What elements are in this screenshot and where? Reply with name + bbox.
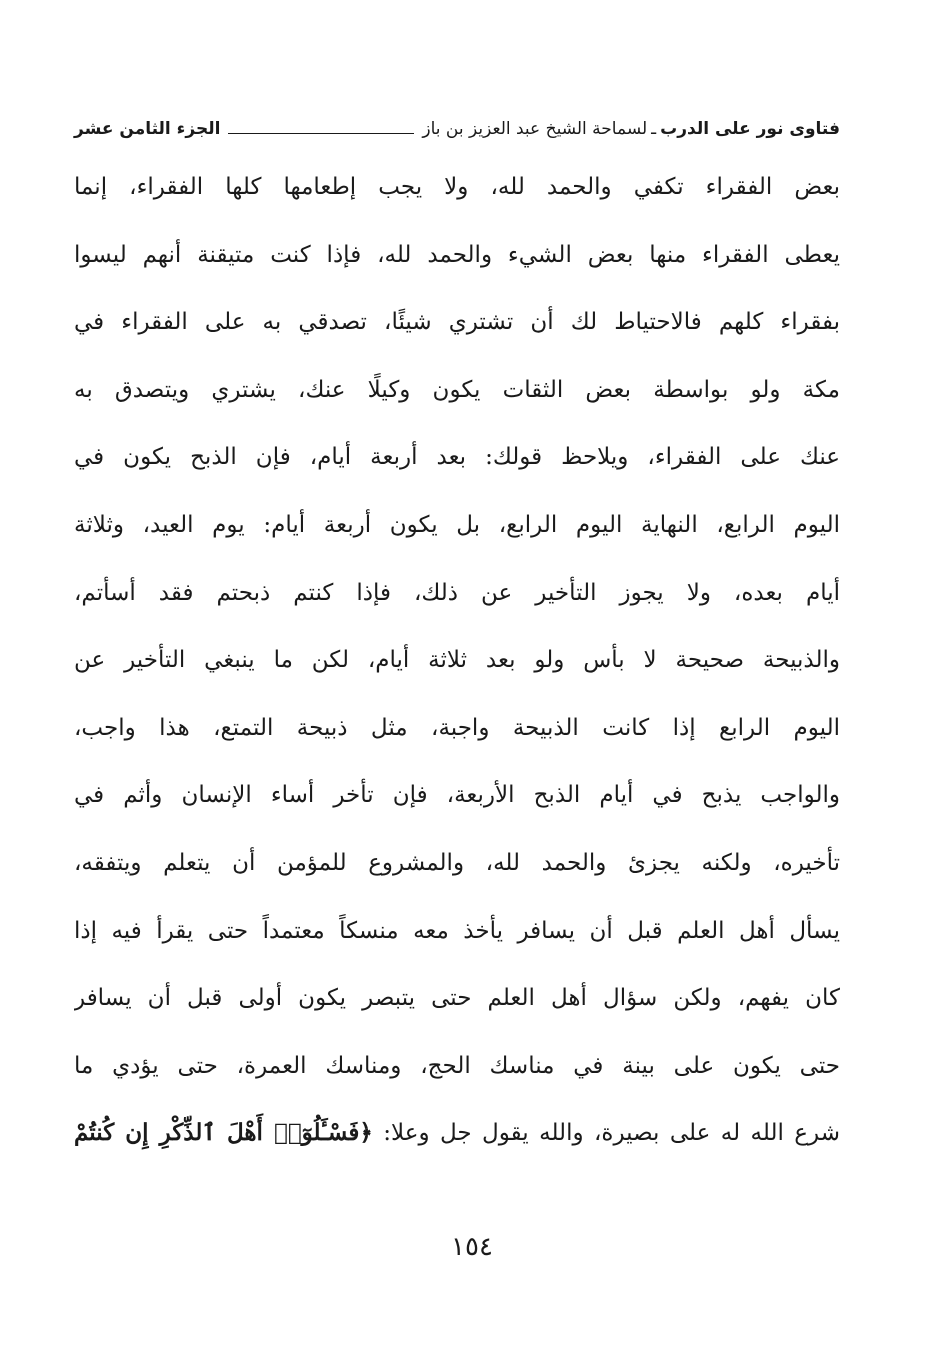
text-line: يسأل أهل العلم قبل أن يسافر يأخذ معه منسكاً معتمداً حتى يقرأ فيه إذا bbox=[74, 917, 840, 944]
text-line: يعطى الفقراء منها بعض الشيء والحمد لله، فإذا كنت متيقنة أنهم ليسوا bbox=[74, 241, 840, 268]
page-number: ١٥٤ bbox=[451, 1232, 493, 1262]
body-text bbox=[74, 156, 840, 1170]
text-line: والذبيحة صحيحة لا بأس ولو بعد ثلاثة أيام، لكن ما ينبغي التأخير عن bbox=[74, 647, 840, 674]
text-line: اليوم الرابع إذا كانت الذبيحة واجبة، مثل ذبيحة التمتع، هذا واجب، bbox=[74, 714, 840, 741]
text-line: تأخيره، ولكنه يجزئ والحمد لله، والمشروع للمؤمن أن يتعلم ويتفقه، bbox=[74, 849, 840, 876]
text-line: بعض الفقراء تكفي والحمد لله، ولا يجب إطعامها كلها الفقراء، إنما bbox=[74, 174, 840, 200]
text-line-last bbox=[74, 1102, 840, 1170]
last-line-text: شرع الله له على بصيرة، والله يقول جل وعلا: bbox=[383, 1120, 840, 1147]
author-name: لسماحة الشيخ عبد العزيز بن باز bbox=[422, 119, 648, 139]
text-line: أيام بعده، ولا يجوز التأخير عن ذلك، فإذا كنتم ذبحتم فقد أسأتم، bbox=[74, 579, 840, 606]
text-line: اليوم الرابع، النهاية اليوم الرابع، بل يكون أربعة أيام: يوم العيد، وثلاثة bbox=[74, 511, 840, 538]
text-line: بفقراء كلهم فالاحتياط لك أن تشتري شيئًا، تصدقي به على الفقراء في bbox=[74, 309, 840, 336]
volume-part: الجزء الثامن عشر bbox=[74, 119, 221, 139]
book-title: فتاوى نور على الدرب bbox=[660, 119, 840, 139]
header-rule bbox=[228, 133, 414, 134]
text-line: عنك على الفقراء، ويلاحظ قولك: بعد أربعة أيام، فإن الذبح يكون في bbox=[74, 444, 840, 471]
text-line: كان يفهم، ولكن سؤال أهل العلم حتى يتبصر يكون أولى قبل أن يسافر bbox=[74, 985, 840, 1012]
text-line: والواجب يذبح في أيام الذبح الأربعة، فإن تأخر أساء الإنسان وأثم في bbox=[74, 782, 840, 809]
running-header bbox=[74, 114, 840, 144]
text-line: حتى يكون على بينة في مناسك الحج، ومناسك العمرة، حتى يؤدي ما bbox=[74, 1052, 840, 1079]
quran-quote: ﴿فَسْـَٔلُوٓا۟ أَهْلَ ٱلذِّكْرِ إِن كُنتُمْ bbox=[74, 1119, 373, 1147]
header-separator: ـ bbox=[651, 119, 657, 139]
text-line: مكة ولو بواسطة بعض الثقات يكون وكيلًا عنك، يشتري ويتصدق به bbox=[74, 376, 840, 403]
